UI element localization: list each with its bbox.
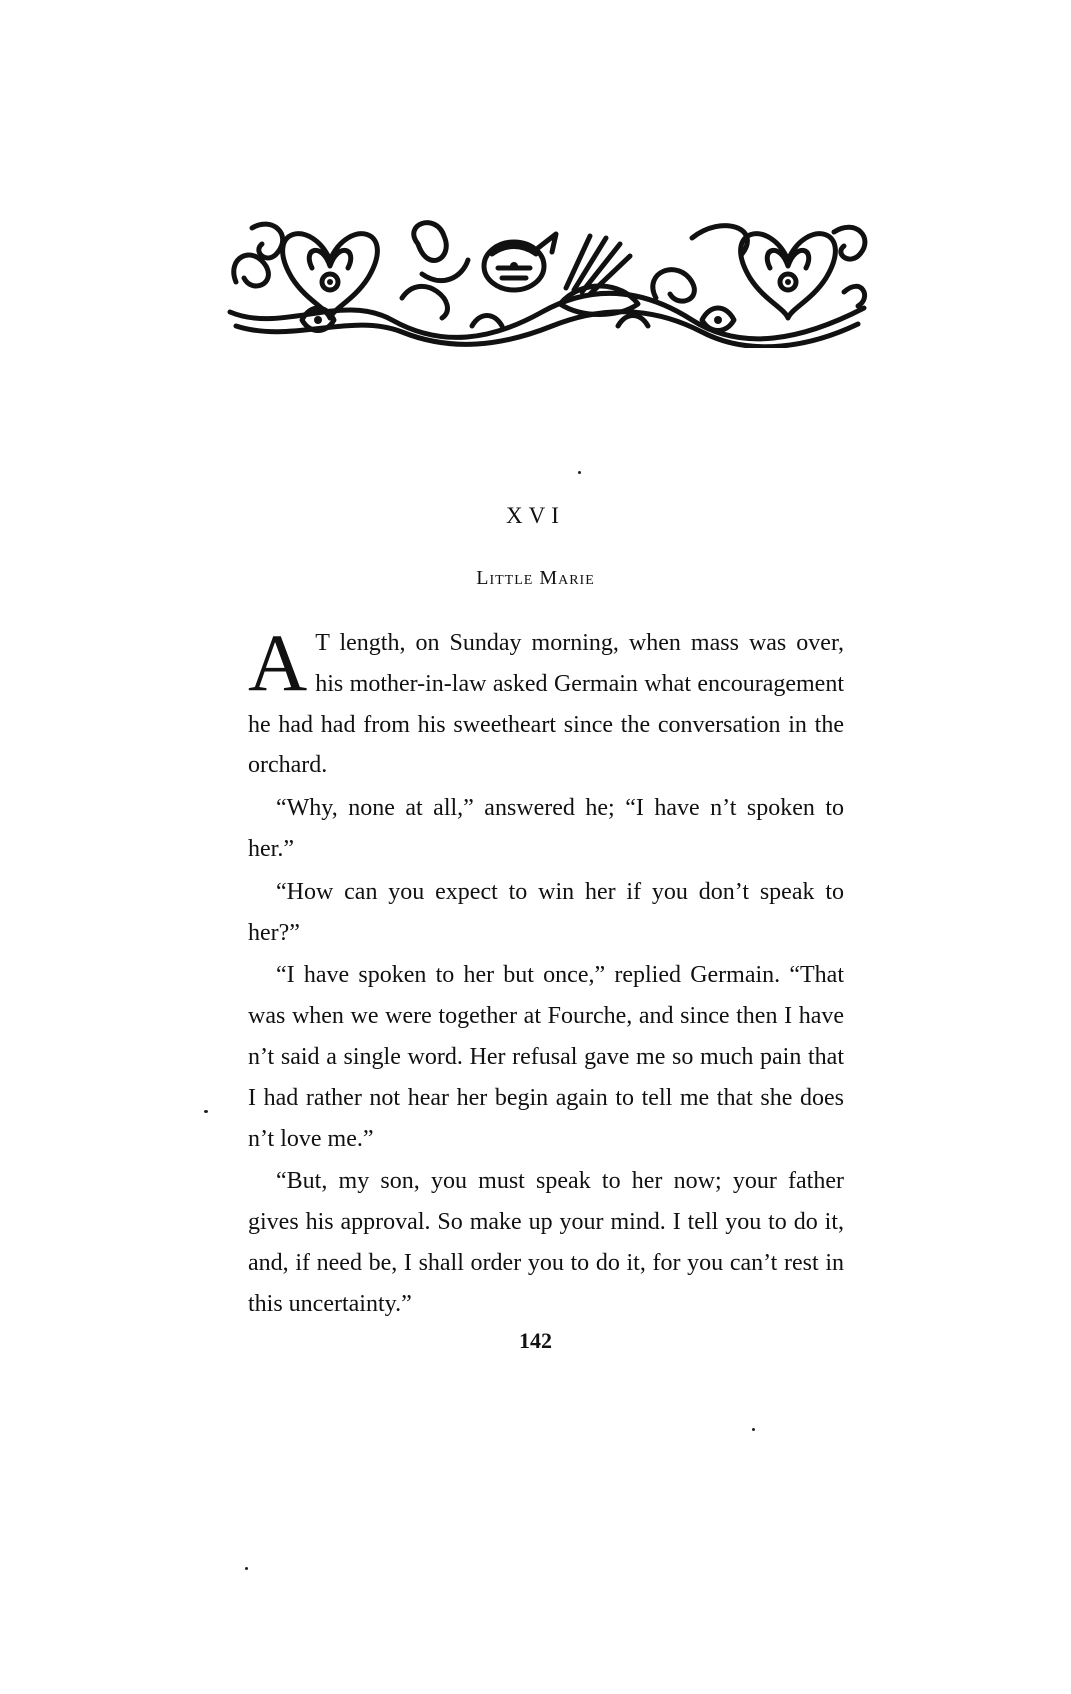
page-number: 142 [519,1328,552,1353]
scan-speck [245,1567,248,1570]
scan-speck [578,471,581,474]
paragraph: “Why, none at all,” answered he; “I have n’t spoken to her.” [248,795,844,862]
paragraph [248,617,844,786]
chapter-title: Little Marie [476,567,595,589]
scan-speck [752,1428,755,1431]
paragraph-text: T length, on Sunday morning, when mass was over, his mother-in-law asked Germain what encouragement he had had from his sweetheart since the conversation in the orchard. [248,630,844,779]
scan-speck [204,1110,208,1113]
paragraph: “How can you expect to win her if you don’t speak to her?” [248,878,844,946]
chapter-number: XVI [506,503,565,528]
paragraph: “But, my son, you must speak to her now; your father gives his approval. So make up your mind. I tell you to do it, and, if need be, I shall order you to do it, for you can’t rest in this uncertainty.” [248,1168,844,1317]
paragraph: “I have spoken to her but once,” replied Germain. “That was when we were together at Fourche, and since then I have n’t said a single word. Her refusal gave me so much pain that I had rather not hear her begin again to tell me that she does n’t love me.” [248,962,844,1152]
floral-headpiece-ornament-icon [222,208,872,348]
drop-cap: A [248,617,308,708]
body-text [248,617,844,1327]
